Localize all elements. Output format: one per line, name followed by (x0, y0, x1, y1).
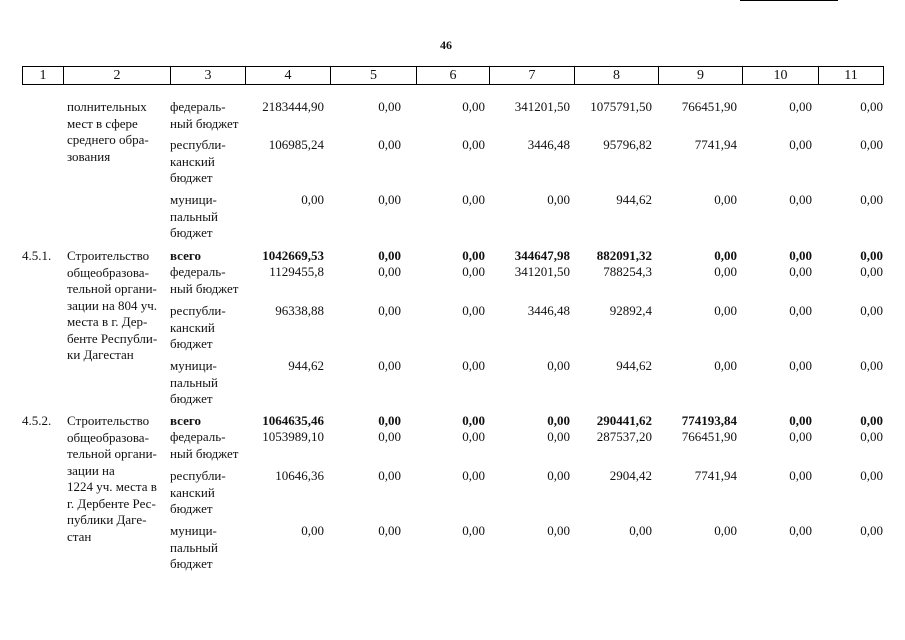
amount-cell: 0,00 (860, 264, 883, 279)
funding-source-label: всего (170, 413, 201, 428)
amount-cell: 0,00 (462, 413, 485, 428)
funding-source-label: ный бюджет (170, 280, 239, 296)
amount-cell: 344647,98 (514, 248, 570, 263)
funding-source-label: пальный (170, 208, 218, 224)
header-bottom-border (22, 84, 884, 85)
amount-cell: 0,00 (301, 192, 324, 207)
funding-source-label: муници- (170, 192, 217, 207)
item-name-line: публики Даге- (67, 512, 147, 527)
amount-cell: 0,00 (789, 264, 812, 279)
amount-cell: 766451,90 (681, 99, 737, 114)
funding-source-label: ный бюджет (170, 445, 239, 461)
funding-source-label: республи- (170, 468, 226, 483)
amount-cell: 0,00 (860, 358, 883, 373)
amount-cell: 95796,82 (603, 137, 652, 152)
amount-cell: 0,00 (301, 523, 324, 538)
funding-source-label: федераль- (170, 99, 226, 114)
amount-cell: 0,00 (378, 137, 401, 152)
item-name-line: Строительство (67, 248, 150, 263)
amount-cell: 0,00 (378, 523, 401, 538)
amount-cell: 3446,48 (527, 303, 570, 318)
amount-cell: 0,00 (714, 358, 737, 373)
amount-cell: 0,00 (547, 523, 570, 538)
column-header-11: 11 (818, 66, 884, 85)
funding-source-label: бюджет (170, 501, 213, 516)
amount-cell: 0,00 (378, 358, 401, 373)
amount-cell: 7741,94 (694, 468, 737, 483)
amount-cell: 0,00 (378, 264, 401, 279)
column-header-1: 1 (22, 66, 63, 85)
scan-top-rule (740, 0, 838, 1)
amount-cell: 944,62 (616, 192, 652, 207)
amount-cell: 944,62 (288, 358, 324, 373)
amount-cell: 0,00 (860, 192, 883, 207)
funding-source-label: всего (170, 248, 201, 263)
column-header-5: 5 (330, 66, 416, 85)
amount-cell: 0,00 (860, 523, 883, 538)
funding-source-label: канский (170, 153, 215, 169)
item-name-line: общеобразова- (67, 429, 149, 445)
amount-cell: 0,00 (789, 468, 812, 483)
amount-cell: 10646,36 (275, 468, 324, 483)
amount-cell: 0,00 (547, 429, 570, 444)
column-number-header (22, 66, 884, 85)
amount-cell: 788254,3 (603, 264, 652, 279)
amount-cell: 0,00 (378, 248, 401, 263)
funding-source-label: пальный (170, 539, 218, 555)
funding-source-label: бюджет (170, 556, 213, 571)
amount-cell: 290441,62 (596, 413, 652, 428)
funding-source-label: канский (170, 319, 215, 335)
item-name-line: 1224 уч. места в (67, 479, 157, 494)
amount-cell: 106985,24 (268, 137, 324, 152)
amount-cell: 0,00 (462, 468, 485, 483)
column-header-2: 2 (63, 66, 170, 85)
amount-cell: 92892,4 (609, 303, 652, 318)
amount-cell: 0,00 (462, 523, 485, 538)
page-number: 46 (440, 38, 452, 52)
amount-cell: 2904,42 (609, 468, 652, 483)
funding-source-label: канский (170, 484, 215, 500)
amount-cell: 0,00 (547, 358, 570, 373)
column-header-6: 6 (416, 66, 489, 85)
amount-cell: 0,00 (860, 137, 883, 152)
amount-cell: 0,00 (462, 192, 485, 207)
amount-cell: 0,00 (789, 429, 812, 444)
amount-cell: 0,00 (547, 192, 570, 207)
amount-cell: 0,00 (860, 99, 883, 114)
item-name-line: Строительство (67, 413, 150, 428)
amount-cell: 0,00 (789, 358, 812, 373)
amount-cell: 944,62 (616, 358, 652, 373)
amount-cell: 0,00 (547, 413, 570, 428)
amount-cell: 0,00 (714, 523, 737, 538)
amount-cell: 0,00 (378, 99, 401, 114)
amount-cell: 882091,32 (596, 248, 652, 263)
funding-source-label: бюджет (170, 391, 213, 406)
amount-cell: 0,00 (378, 192, 401, 207)
item-name-line: ки Дагестан (67, 347, 134, 362)
amount-cell: 0,00 (789, 137, 812, 152)
column-header-7: 7 (489, 66, 574, 85)
funding-source-label: федераль- (170, 264, 226, 279)
amount-cell: 287537,20 (596, 429, 652, 444)
amount-cell: 0,00 (714, 303, 737, 318)
funding-source-label: пальный (170, 374, 218, 390)
amount-cell: 2183444,90 (262, 99, 324, 114)
amount-cell: 0,00 (629, 523, 652, 538)
amount-cell: 0,00 (860, 303, 883, 318)
amount-cell: 0,00 (547, 468, 570, 483)
funding-source-label: бюджет (170, 170, 213, 185)
amount-cell: 0,00 (789, 303, 812, 318)
item-name-line: тельной органи- (67, 281, 157, 296)
item-name-line: полнительных (67, 99, 147, 114)
funding-source-label: муници- (170, 358, 217, 373)
amount-cell: 0,00 (860, 429, 883, 444)
row-code: 4.5.2. (22, 413, 52, 428)
amount-cell: 0,00 (860, 468, 883, 483)
amount-cell: 0,00 (462, 264, 485, 279)
column-header-4: 4 (245, 66, 330, 85)
column-header-8: 8 (574, 66, 658, 85)
item-name-line: тельной органи- (67, 446, 157, 461)
amount-cell: 0,00 (462, 429, 485, 444)
amount-cell: 0,00 (462, 99, 485, 114)
amount-cell: 3446,48 (527, 137, 570, 152)
item-name-line: бенте Республи- (67, 330, 158, 346)
amount-cell: 1064635,46 (262, 413, 324, 428)
funding-source-label: ный бюджет (170, 115, 239, 131)
item-name-line: стан (67, 528, 92, 544)
amount-cell: 0,00 (789, 413, 812, 428)
amount-cell: 0,00 (789, 192, 812, 207)
amount-cell: 1129455,8 (269, 264, 324, 279)
funding-source-label: федераль- (170, 429, 226, 444)
item-name-line: зации на (67, 462, 115, 478)
column-header-3: 3 (170, 66, 245, 85)
item-name-line: г. Дербенте Рес- (67, 495, 156, 511)
amount-cell: 1042669,53 (262, 248, 324, 263)
amount-cell: 0,00 (462, 303, 485, 318)
amount-cell: 0,00 (378, 413, 401, 428)
item-name-line: мест в сфере (67, 115, 138, 131)
amount-cell: 0,00 (462, 248, 485, 263)
amount-cell: 96338,88 (275, 303, 324, 318)
amount-cell: 0,00 (789, 248, 812, 263)
funding-source-label: бюджет (170, 225, 213, 240)
column-header-10: 10 (742, 66, 818, 85)
amount-cell: 0,00 (860, 248, 883, 263)
amount-cell: 0,00 (860, 413, 883, 428)
amount-cell: 0,00 (789, 99, 812, 114)
item-name-line: места в г. Дер- (67, 314, 148, 329)
amount-cell: 0,00 (378, 303, 401, 318)
amount-cell: 0,00 (378, 468, 401, 483)
amount-cell: 0,00 (714, 264, 737, 279)
item-name-line: среднего обра- (67, 132, 149, 147)
amount-cell: 774193,84 (681, 413, 737, 428)
amount-cell: 341201,50 (514, 99, 570, 114)
amount-cell: 341201,50 (514, 264, 570, 279)
amount-cell: 1075791,50 (590, 99, 652, 114)
item-name-line: общеобразова- (67, 264, 149, 280)
item-name-line: зования (67, 148, 111, 164)
amount-cell: 7741,94 (694, 137, 737, 152)
item-name-line: зации на 804 уч. (67, 297, 158, 313)
funding-source-label: республи- (170, 303, 226, 318)
amount-cell: 0,00 (789, 523, 812, 538)
amount-cell: 766451,90 (681, 429, 737, 444)
column-header-9: 9 (658, 66, 742, 85)
funding-source-label: муници- (170, 523, 217, 538)
amount-cell: 0,00 (714, 192, 737, 207)
funding-source-label: республи- (170, 137, 226, 152)
amount-cell: 0,00 (462, 358, 485, 373)
amount-cell: 0,00 (462, 137, 485, 152)
row-code: 4.5.1. (22, 248, 52, 263)
funding-source-label: бюджет (170, 336, 213, 351)
amount-cell: 0,00 (714, 248, 737, 263)
amount-cell: 0,00 (378, 429, 401, 444)
amount-cell: 1053989,10 (262, 429, 324, 444)
